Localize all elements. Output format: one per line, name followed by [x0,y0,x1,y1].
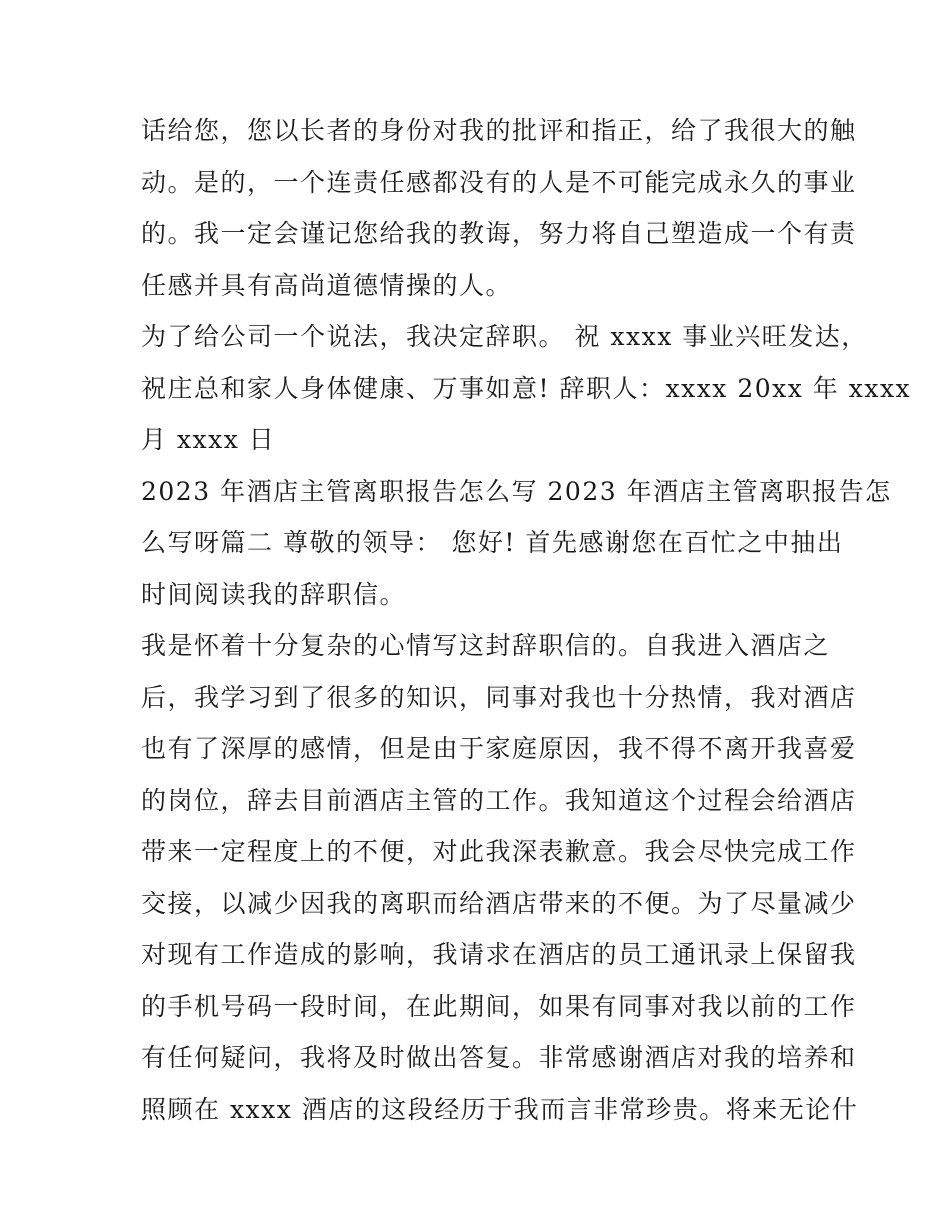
text-line: 也有了深厚的感情，但是由于家庭原因，我不得不离开我喜爱 [141,734,857,763]
text-line: 2023 年酒店主管离职报告怎么写 2023 年酒店主管离职报告怎 [141,476,892,506]
text-line: 任感并具有高尚道德情操的人。 [141,270,513,300]
text-line: 祝庄总和家人身体健康、万事如意! 辞职人：xxxx 20xx 年 xxxx [141,373,912,403]
text-line: 为了给公司一个说法，我决定辞职。 祝 xxxx 事业兴旺发达， [141,322,868,351]
text-line: 后，我学习到了很多的知识，同事对我也十分热情，我对酒店 [141,682,857,712]
text-line: 的。我一定会谨记您给我的教诲，努力将自己塑造成一个有责 [141,219,857,248]
text-line: 交接，以减少因我的离职而给酒店带来的不便。为了尽量减少 [141,888,857,918]
text-line: 对现有工作造成的影响，我请求在酒店的员工通讯录上保留我 [141,940,857,969]
text-line: 我是怀着十分复杂的心情写这封辞职信的。自我进入酒店之 [141,631,831,660]
text-line: 有任何疑问，我将及时做出答复。非常感谢酒店对我的培养和 [141,1043,857,1072]
text-line: 带来一定程度上的不便，对此我深表歉意。我会尽快完成工作 [141,837,857,866]
text-line: 的岗位，辞去目前酒店主管的工作。我知道这个过程会给酒店 [141,785,857,815]
text-line: 的手机号码一段时间，在此期间，如果有同事对我以前的工作 [141,991,857,1021]
text-line: 话给您，您以长者的身份对我的批评和指正，给了我很大的触 [141,116,857,145]
text-line: 动。是的，一个连责任感都没有的人是不可能完成永久的事业 [141,167,857,197]
text-line: 时间阅读我的辞职信。 [141,579,407,609]
text-line: 月 xxxx 日 [141,425,276,454]
text-line: 照顾在 xxxx 酒店的这段经历于我而言非常珍贵。将来无论什 [141,1094,859,1124]
text-line: 么写呀篇二 尊敬的领导： 您好! 首先感谢您在百忙之中抽出 [141,528,844,557]
document-body [141,105,912,1135]
